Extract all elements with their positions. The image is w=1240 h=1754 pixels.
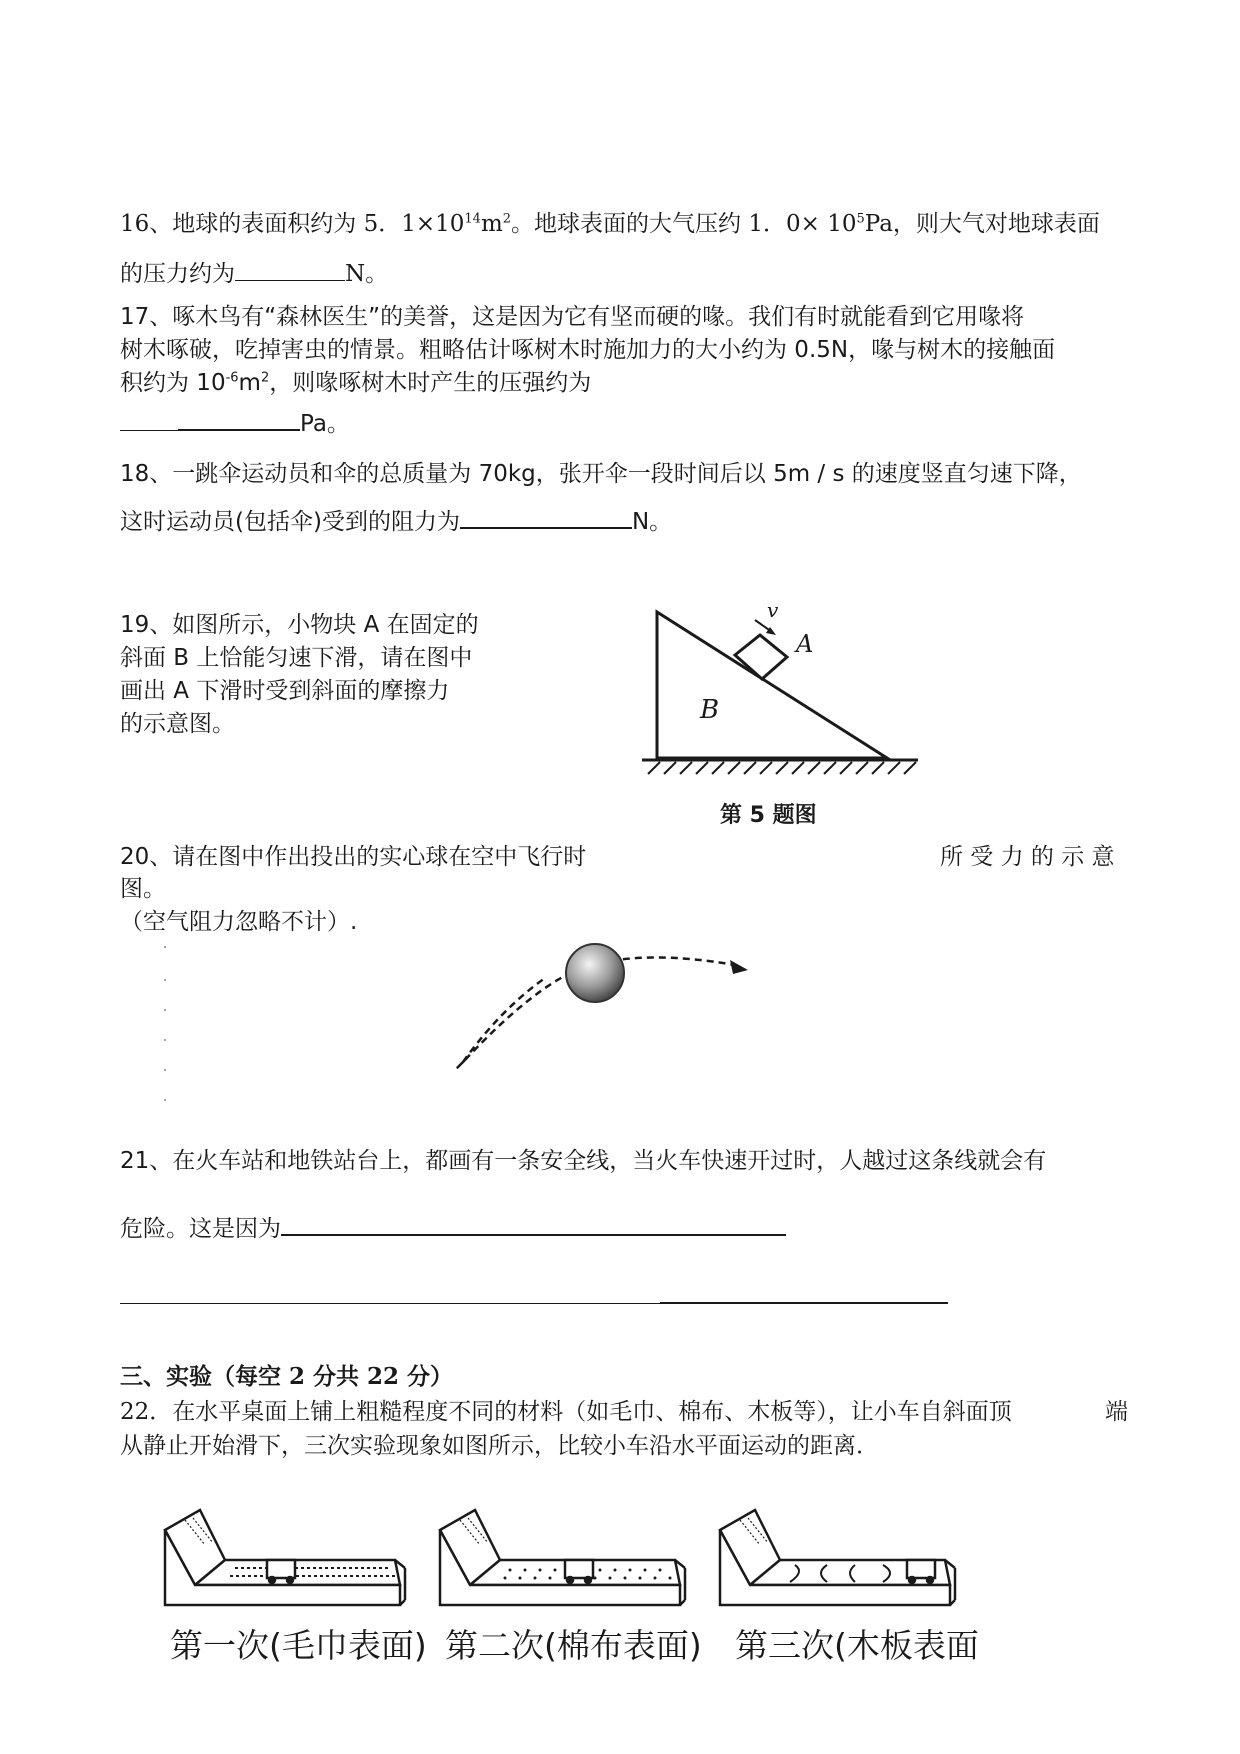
q21-line1: 21、在火车站和地铁站台上，都画有一条安全线，当火车快速开过时，人越过这条线就会有 xyxy=(120,1148,1047,1174)
figure-wood-surface xyxy=(720,1510,955,1605)
figure-towel-surface xyxy=(165,1510,405,1605)
label-v: v xyxy=(767,598,779,622)
caption-second: 第二次(棉布表面) xyxy=(445,1626,702,1665)
trajectory-arrowhead xyxy=(730,960,748,974)
q17-line1: 17、啄木鸟有“森林医生”的美誉，这是因为它有坚而硬的喙。我们有时就能看到它用喙将 xyxy=(120,304,1025,330)
q21-line3 xyxy=(120,1280,948,1310)
q20-line1: 20、请在图中作出投出的实心球在空中飞行时 所 受 力 的 示 意 xyxy=(120,844,1115,870)
q22-line2: 从静止开始滑下，三次实验现象如图所示，比较小车沿水平面运动的距离． xyxy=(120,1433,879,1459)
q21-answer-blank-1[interactable] xyxy=(281,1212,786,1236)
q18-answer-blank[interactable] xyxy=(460,505,632,529)
caption-first: 第一次(毛巾表面) xyxy=(170,1626,427,1665)
q17-line3: 积约为 $10^{-6}m^2$，则喙啄树木时产生的压强约为 xyxy=(120,370,592,396)
q21-answer-blank-2[interactable] xyxy=(660,1280,948,1304)
q19-line4: 的示意图。 xyxy=(120,711,235,737)
q20-line2: 图。 xyxy=(120,876,166,902)
caption-third: 第三次(木板表面 xyxy=(735,1626,979,1665)
q17-answer-blank-short xyxy=(120,408,178,431)
margin-dots xyxy=(164,946,166,1101)
label-a: A xyxy=(796,630,814,658)
experiment-figures xyxy=(155,1490,985,1620)
figure-cloth-surface xyxy=(440,1510,685,1605)
ball-trajectory-figure[interactable] xyxy=(150,930,770,1130)
q17-line4: Pa。 xyxy=(120,405,350,438)
q21-line2: 危险。这是因为 xyxy=(120,1210,786,1243)
ground-hatching xyxy=(648,762,916,774)
q20-line3: （空气阻力忽略不计）. xyxy=(120,909,358,935)
q18-line2: 这时运动员(包括伞)受到的阻力为 N。 xyxy=(120,503,672,536)
q16-line1: 16、地球的表面积约为 5．$1\times 10^{14}m^2$。地球表面的大气压约 1．$0\times 10^5Pa$，则大气对地球表面 xyxy=(120,211,1100,237)
label-b: B xyxy=(700,695,720,725)
q17-answer-blank[interactable] xyxy=(178,407,300,431)
section3-title: 三、实验（每空 2 分共 22 分） xyxy=(120,1363,454,1390)
incline-figure-caption: 第 5 题图 xyxy=(720,803,817,828)
q17-line2: 树木啄破，吃掉害虫的情景。粗略估计啄树木时施加力的大小约为 0.5N，喙与树木的接触面 xyxy=(120,337,1056,363)
incline-figure[interactable] xyxy=(620,590,940,780)
q16-answer-blank[interactable] xyxy=(235,258,345,281)
block-a xyxy=(735,635,787,679)
solid-ball xyxy=(566,944,624,1002)
q19-line1: 19、如图所示，小物块 A 在固定的 xyxy=(120,612,479,638)
q21-answer-blank-2-thin xyxy=(120,1281,660,1304)
q22-line1: 22．在水平桌面上铺上粗糙程度不同的材料（如毛巾、棉布、木板等），让小车自斜面顶 端 xyxy=(120,1399,1128,1425)
q19-line3: 画出 A 下滑时受到斜面的摩擦力 xyxy=(120,678,450,704)
q16-line2: 的压力约为 N。 xyxy=(120,255,388,288)
q19-line2: 斜面 B 上恰能匀速下滑，请在图中 xyxy=(120,645,473,671)
q18-line1: 18、一跳伞运动员和伞的总质量为 70kg，张开伞一段时间后以 5m / s 的速度竖直匀速下降， xyxy=(120,461,1082,487)
